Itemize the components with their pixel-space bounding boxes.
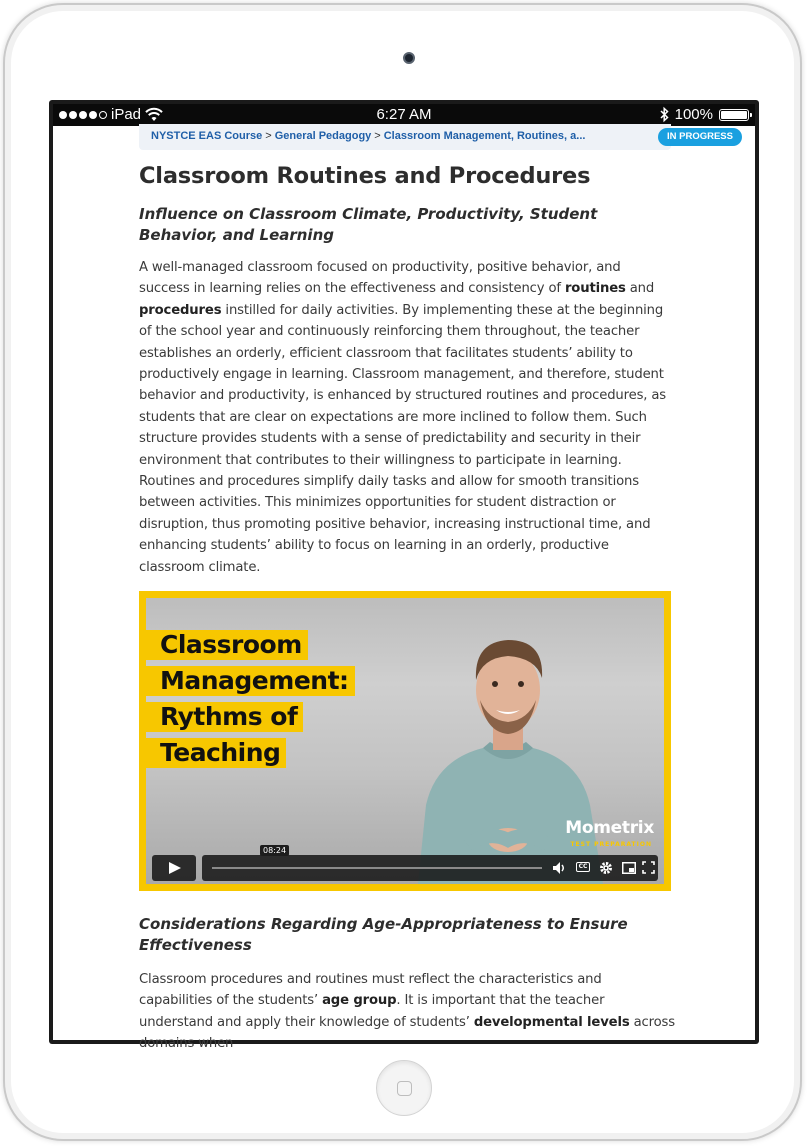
video-title-line: Teaching [146, 738, 286, 768]
breadcrumb-separator: > [265, 130, 272, 142]
gear-icon[interactable] [599, 861, 613, 875]
section-paragraph-age: Classroom procedures and routines must reflect the characteristics and capabilities of the students’ age group. It is important that the teacher understand and apply their knowledge of students’ developmental levels across domains when [139, 972, 675, 1052]
progress-bar[interactable] [202, 846, 658, 881]
term-developmental-levels: developmental levels [473, 1014, 630, 1030]
volume-icon[interactable] [552, 861, 566, 875]
carrier-label: iPad [111, 106, 142, 123]
closed-captions-icon[interactable]: CC [576, 862, 590, 872]
section-age-appropriateness [139, 914, 675, 1055]
term-age-group: age group [322, 993, 397, 1009]
brand-tagline: TEST PREPARATION [570, 841, 652, 848]
status-bar [53, 104, 755, 126]
play-button[interactable] [152, 855, 196, 881]
article [139, 162, 675, 578]
breadcrumb-separator: > [374, 130, 381, 142]
breadcrumb-item-course[interactable]: NYSTCE EAS Course [151, 130, 263, 142]
breadcrumb-item-section[interactable]: General Pedagogy [274, 130, 372, 142]
breadcrumb [139, 124, 733, 150]
video-title-line: Rythms of [146, 702, 303, 732]
clock: 6:27 AM [376, 106, 432, 123]
status-badge: IN PROGRESS [658, 128, 742, 146]
fullscreen-icon[interactable] [642, 861, 655, 874]
duration-tooltip: 08:24 [260, 845, 289, 856]
term-procedures: procedures [139, 302, 222, 318]
section-heading-influence: Influence on Classroom Climate, Productivity, Student Behavior, and Learning [139, 205, 598, 244]
bluetooth-icon [660, 107, 669, 122]
video-controls [146, 846, 664, 884]
video-title-line: Management: [146, 666, 355, 696]
home-button[interactable] [376, 1060, 432, 1116]
seek-track[interactable] [212, 867, 542, 869]
picture-in-picture-icon[interactable] [622, 862, 636, 874]
section-paragraph-influence: A well-managed classroom focused on productivity, positive behavior, and success in learning relies on the effectiveness and consistency of routines and procedures instilled for daily activities. By implementing these at the beginning of the school year and continuously reinforcing them throughout, the teacher establishes an orderly, efficient classroom that facilitates students’ ability to productively engage in learning. Classroom management, and therefore, student behavior and productivity, is enhanced by structured routines and procedures, as students that are clear on expectations are more inclined to follow them. Such structure provides students with a sense of predictability and security in their environment that contributes to their willingness to participate in learning. Routines and procedures simplify daily tasks and allow for smooth transitions between activities. This minimizes opportunities for student distraction or disruption, thus promoting positive behavior, increasing instructional time, and enhancing students’ ability to focus on learning in an orderly, productive classroom climate. [139, 260, 667, 575]
term-routines: routines [564, 281, 626, 297]
battery-percent: 100% [674, 106, 713, 123]
screen [53, 104, 755, 1052]
page-title: Classroom Routines and Procedures [139, 163, 591, 189]
video-player[interactable] [139, 591, 671, 891]
video-title-line: Classroom [146, 630, 308, 660]
brand-logo: Mometrix [565, 818, 654, 838]
front-camera [403, 52, 415, 64]
section-heading-age: Considerations Regarding Age-Appropriateness to Ensure Effectiveness [139, 915, 628, 954]
video-thumbnail[interactable] [146, 598, 664, 884]
breadcrumb-item-lesson[interactable]: Classroom Management, Routines, a... [383, 130, 586, 142]
battery-icon [719, 109, 749, 121]
